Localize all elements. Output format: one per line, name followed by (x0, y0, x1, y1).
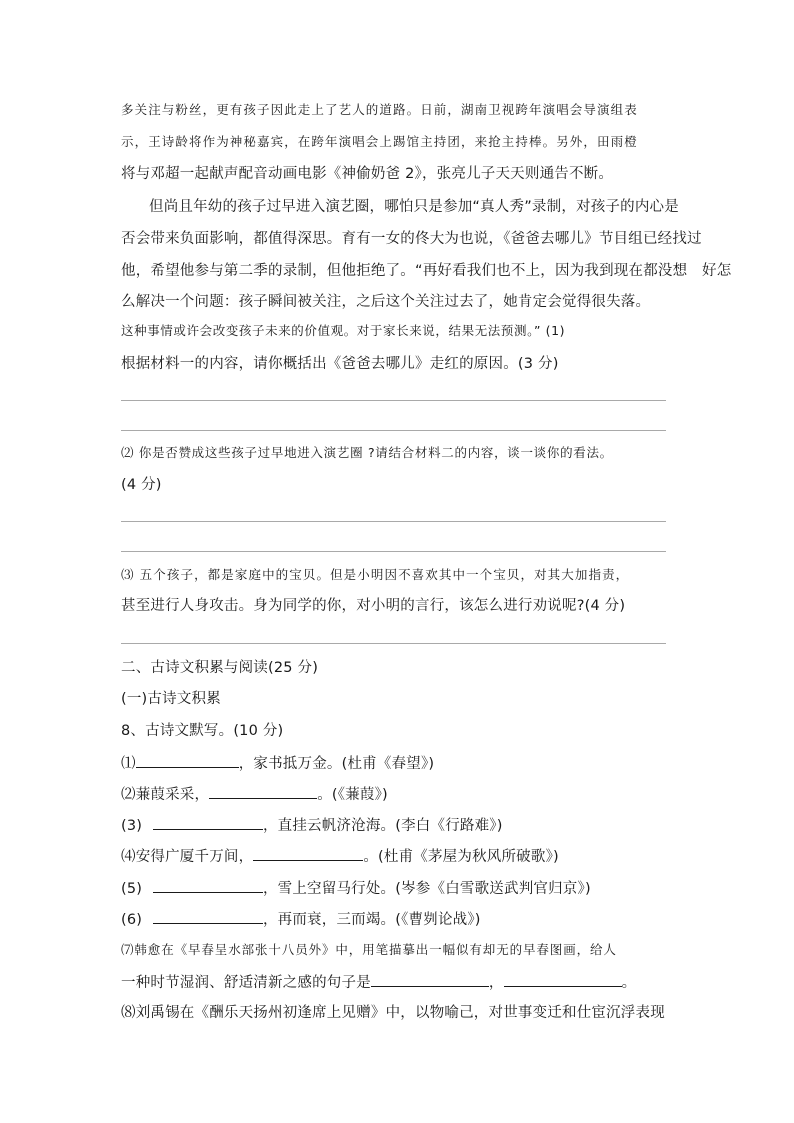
item-number: (5) (121, 881, 147, 897)
question-8: 8、古诗文默写。(10 分) (121, 723, 284, 739)
fill-blank[interactable] (153, 908, 263, 924)
fill-blank[interactable] (153, 814, 263, 830)
question-3-cont: 甚至进行人身攻击。身为同学的你，对小明的言行，该怎么进行劝说呢?(4 分) (121, 598, 626, 614)
answer-line (121, 643, 666, 644)
poem-item-2 (121, 783, 388, 805)
item-text: ，再而衰，三而竭。(《曹刿论战》) (262, 912, 481, 928)
fill-blank[interactable] (136, 752, 239, 768)
item-text: ，家书抵万金。(杜甫《春望》) (238, 756, 435, 772)
answer-line (121, 551, 666, 552)
item-text: ，雪上空留马行处。(岑参《白雪歌送武判官归京》) (262, 881, 591, 897)
question-2-points: (4 分) (121, 477, 162, 493)
passage-line: 示，王诗龄将作为神秘嘉宾，在跨年演唱会上踢馆主持团，来抢主持棒。另外，田雨橙 (121, 134, 638, 149)
poem-item-4 (121, 845, 559, 867)
item-text: 。(杜甫《茅屋为秋风所破歌》) (363, 849, 559, 865)
passage-line: 否会带来负面影响，都值得深思。育有一女的佟大为也说，《爸爸去哪儿》节目组已经找过 (121, 231, 702, 247)
answer-line (121, 400, 666, 401)
item-number: ⑴ (121, 756, 136, 772)
subsection-title: (一)古诗文积累 (121, 691, 221, 707)
fill-blank[interactable] (253, 845, 363, 861)
poem-item-5 (121, 877, 591, 899)
passage-line: 他，希望他参与第二季的录制，但他拒绝了。“再好看我们也不上，因为我到现在都没想 好怎 (121, 263, 732, 279)
poem-item-8: ⑻刘禹锡在《酬乐天扬州初逢席上见赠》中，以物喻己，对世事变迁和仕宦沉浮表现 (121, 1005, 665, 1021)
fill-blank[interactable] (504, 971, 622, 987)
item-text: 。 (621, 975, 637, 991)
question-2: ⑵ 你是否赞成这些孩子过早地进入演艺圈 ?请结合材料二的内容，谈一谈你的看法。 (121, 445, 613, 460)
passage-line: 多关注与粉丝，更有孩子因此走上了艺人的道路。日前，湖南卫视跨年演唱会导演组表 (121, 102, 638, 117)
section-title: 二、古诗文积累与阅读(25 分) (121, 660, 319, 676)
item-text: 。(《蒹葭》) (317, 787, 388, 803)
answer-line (121, 521, 666, 522)
item-text: ⑵蒹葭采采， (121, 787, 210, 803)
item-number: (6) (121, 912, 147, 928)
fill-blank[interactable] (209, 783, 317, 799)
item-text: ⑷安得广厦千万间， (121, 849, 254, 865)
item-number: (3) (121, 818, 147, 834)
poem-item-6 (121, 908, 481, 930)
poem-item-3 (121, 814, 503, 836)
passage-line: 这种事情或许会改变孩子未来的价值观。对于家长来说，结果无法预测。” (1) (121, 323, 566, 338)
question-1: 根据材料一的内容，请你概括出《爸爸去哪儿》走红的原因。(3 分) (121, 356, 559, 372)
passage-line: 但尚且年幼的孩子过早进入演艺圈，哪怕只是参加“真人秀”录制，对孩子的内心是 (149, 199, 679, 215)
passage-line: 么解决一个问题：孩子瞬间被关注，之后这个关注过去了，她肯定会觉得很失落。 (121, 294, 651, 310)
question-3: ⑶ 五个孩子，都是家庭中的宝贝。但是小明因不喜欢其中一个宝贝，对其大加指责， (121, 567, 630, 582)
poem-item-7: ⑺韩愈在《早春呈水部张十八员外》中，用笔描摹出一幅似有却无的早春图画，给人 (121, 942, 617, 957)
poem-item-7-cont (121, 971, 636, 993)
item-text: ，直挂云帆济沧海。(李白《行路难》) (262, 818, 503, 834)
poem-item-1 (121, 752, 434, 774)
fill-blank[interactable] (153, 877, 263, 893)
answer-line (121, 430, 666, 431)
fill-blank[interactable] (371, 971, 489, 987)
item-text: ， (488, 975, 504, 991)
passage-line: 将与邓超一起献声配音动画电影《神偷奶爸 2》，张亮儿子天天则通告不断。 (121, 166, 614, 182)
item-text: 一种时节湿润、舒适清新之感的句子是 (121, 975, 371, 991)
